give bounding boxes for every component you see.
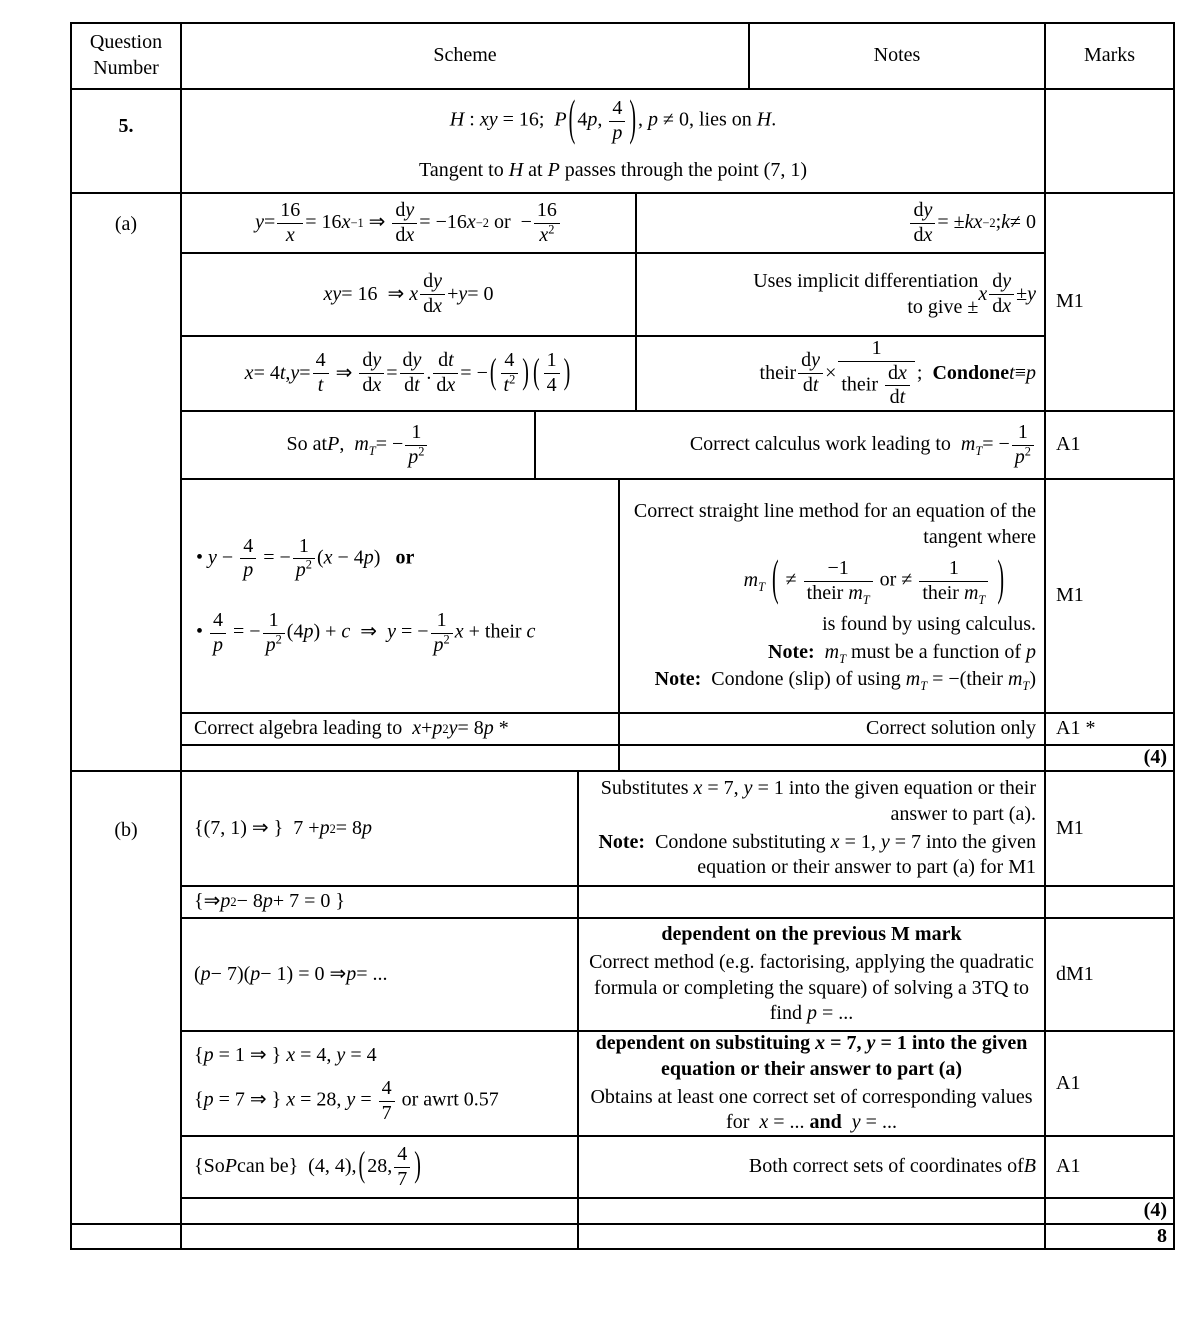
- cell-b-r5-mark: A1: [1046, 1137, 1175, 1199]
- cell-a-r5-mark: M1: [1046, 480, 1175, 714]
- cell-a-r1-3-mark: M1: [1046, 194, 1175, 412]
- header-notes: Notes: [750, 24, 1046, 90]
- cell-a-r6-scheme: Correct algebra leading to x + p 2 y = 8 p *: [182, 714, 620, 746]
- b-r3-notes-p2: Correct method (e.g. factorising, applying the quadratic formula or completing the square) of solving a 3TQ to find p = ...: [589, 950, 1034, 1025]
- b-r3-notes-p1: dependent on the previous M mark: [661, 923, 962, 946]
- cell-a-sub-scheme-empty: [182, 746, 620, 772]
- a-r5-notes-line2: is found by using calculus.: [822, 613, 1036, 636]
- cell-b-r4-scheme: [182, 1032, 579, 1137]
- cell-a-sub-notes-empty: [620, 746, 1046, 772]
- b-r1-notes-p1: Substitutes x = 7, y = 1 into the given equation or their answer to part (a).: [600, 777, 1036, 825]
- cell-b-sub-scheme-empty: [182, 1199, 579, 1225]
- cell-a-r2-notes: Uses implicit differentiation to give ± x dy dx ± y: [637, 254, 1046, 337]
- part-b-subtotal: (4): [1046, 1199, 1175, 1225]
- cell-b-r1-scheme: {(7, 1) ⇒ } 7 + p 2 = 8 p: [182, 772, 579, 887]
- cell-b-sub-notes-empty: [579, 1199, 1046, 1225]
- cell-b-r4-mark: A1: [1046, 1032, 1175, 1137]
- b-r4-notes-p2: Obtains at least one correct set of corresponding values for x = ... and y = ...: [590, 1085, 1033, 1134]
- total-scheme-empty: [182, 1225, 579, 1250]
- cell-b-r5-notes: Both correct sets of coordinates of B: [579, 1137, 1046, 1199]
- part-a-label: (a): [72, 194, 182, 772]
- cell-b-r2-mark-empty: [1046, 887, 1175, 919]
- header-question-number: Question Number: [72, 24, 182, 90]
- b-r1-notes-p2: Note: Condone substituting x = 1, y = 7 into the given equation or their answer to part (a) for M1: [598, 830, 1036, 879]
- question-statement-line1: H : xy = 16; P ( 4p, $\frac{4}{p}$ ) , p ≠ 0, lies on H.: [449, 91, 777, 147]
- question-marks-empty: [1046, 90, 1175, 194]
- cell-a-r6-notes: Correct solution only: [620, 714, 1046, 746]
- cell-a-r2-scheme: xy = 16 ⇒ x dy dx + y = 0: [182, 254, 637, 337]
- a-r5-notes-math: $m_T$ ( ≠ −1 their $m_T$ or ≠ 1 their $m_T$ ): [743, 551, 1004, 607]
- b-r4-scheme-line2: {p = 7 ⇒ } x = 28, y = $\frac{4}{7}$ or awrt 0.57: [194, 1077, 499, 1124]
- a-r5-notes-intro: Correct straight line method for an equation of the tangent where: [633, 499, 1036, 548]
- total-qn-empty: [72, 1225, 182, 1250]
- tangent-equation-bullet-2: • $\frac{4}{p}$ = − $\frac{1}{p^2}$ (4p) + c ⇒ y = − $\frac{1}{p^2}$ x + their c: [196, 609, 536, 656]
- cell-a-r4-notes: Correct calculus work leading to $m_T$ = − 1 $p^2$: [536, 412, 1046, 480]
- cell-b-r2-scheme: {⇒ p 2 − 8 p + 7 = 0 }: [182, 887, 579, 919]
- a-r5-notes-note2: Note: Condone (slip) of using $m_T$ = −(their $m_T$): [654, 668, 1036, 694]
- cell-b-r2-notes-empty: [579, 887, 1046, 919]
- header-scheme: Scheme: [182, 24, 750, 90]
- cell-a-r1-scheme: y = 16 x = 16 x −1 ⇒ dy dx = −16 x −2 or − 16 $x^2$: [182, 194, 637, 254]
- tangent-equation-bullet-1: • y − $\frac{4}{p}$ = − $\frac{1}{p^2}$ (x − 4p) or: [196, 534, 415, 582]
- cell-b-r3-notes: [579, 919, 1046, 1032]
- cell-a-r1-notes: dy dx = ± k x −2 ; k ≠ 0: [637, 194, 1046, 254]
- question-statement: [182, 90, 1046, 194]
- cell-b-r3-scheme: ( p − 7)( p − 1) = 0 ⇒ p = ...: [182, 919, 579, 1032]
- total-marks: 8: [1046, 1225, 1175, 1250]
- cell-a-r5-scheme: [182, 480, 620, 714]
- cell-b-r1-notes: [579, 772, 1046, 887]
- part-b-label: (b): [72, 772, 182, 1225]
- cell-b-r1-mark: M1: [1046, 772, 1175, 887]
- b-r4-scheme-line1: {p = 1 ⇒ } x = 4, y = 4: [194, 1043, 377, 1066]
- cell-a-r3-scheme: x = 4 t , y = 4 t ⇒ dy dx = dy dt . dt dx = − ( 4 $t^2$ ) ( 1 4 ): [182, 337, 637, 412]
- total-notes-empty: [579, 1225, 1046, 1250]
- question-number: 5.: [72, 90, 182, 194]
- header-marks: Marks: [1046, 24, 1175, 90]
- cell-b-r3-mark: dM1: [1046, 919, 1175, 1032]
- cell-b-r4-notes: [579, 1032, 1046, 1137]
- cell-a-r4-mark: A1: [1046, 412, 1175, 480]
- a-r5-notes-note1: Note: $m_T$ must be a function of p: [768, 640, 1036, 666]
- question-statement-line2: Tangent to H at P passes through the point (7, 1): [419, 159, 807, 182]
- cell-a-r5-notes: [620, 480, 1046, 714]
- cell-a-r6-mark: A1 *: [1046, 714, 1175, 746]
- b-r4-notes-p1: dependent on substituing x = 7, y = 1 into the given equation or their answer to part (a): [595, 1032, 1028, 1080]
- mark-scheme-table: [70, 22, 1175, 1250]
- cell-a-r3-notes: their dy dt × 1 their $\frac{dx}{dt}$ ; Condone t ≡ p: [637, 337, 1046, 412]
- part-a-subtotal: (4): [1046, 746, 1175, 772]
- cell-b-r5-scheme: {So P can be} (4, 4), ( 28, 4 7 ): [182, 1137, 579, 1199]
- cell-a-r4-scheme: So at P , $m_T$ = − 1 $p^2$: [182, 412, 536, 480]
